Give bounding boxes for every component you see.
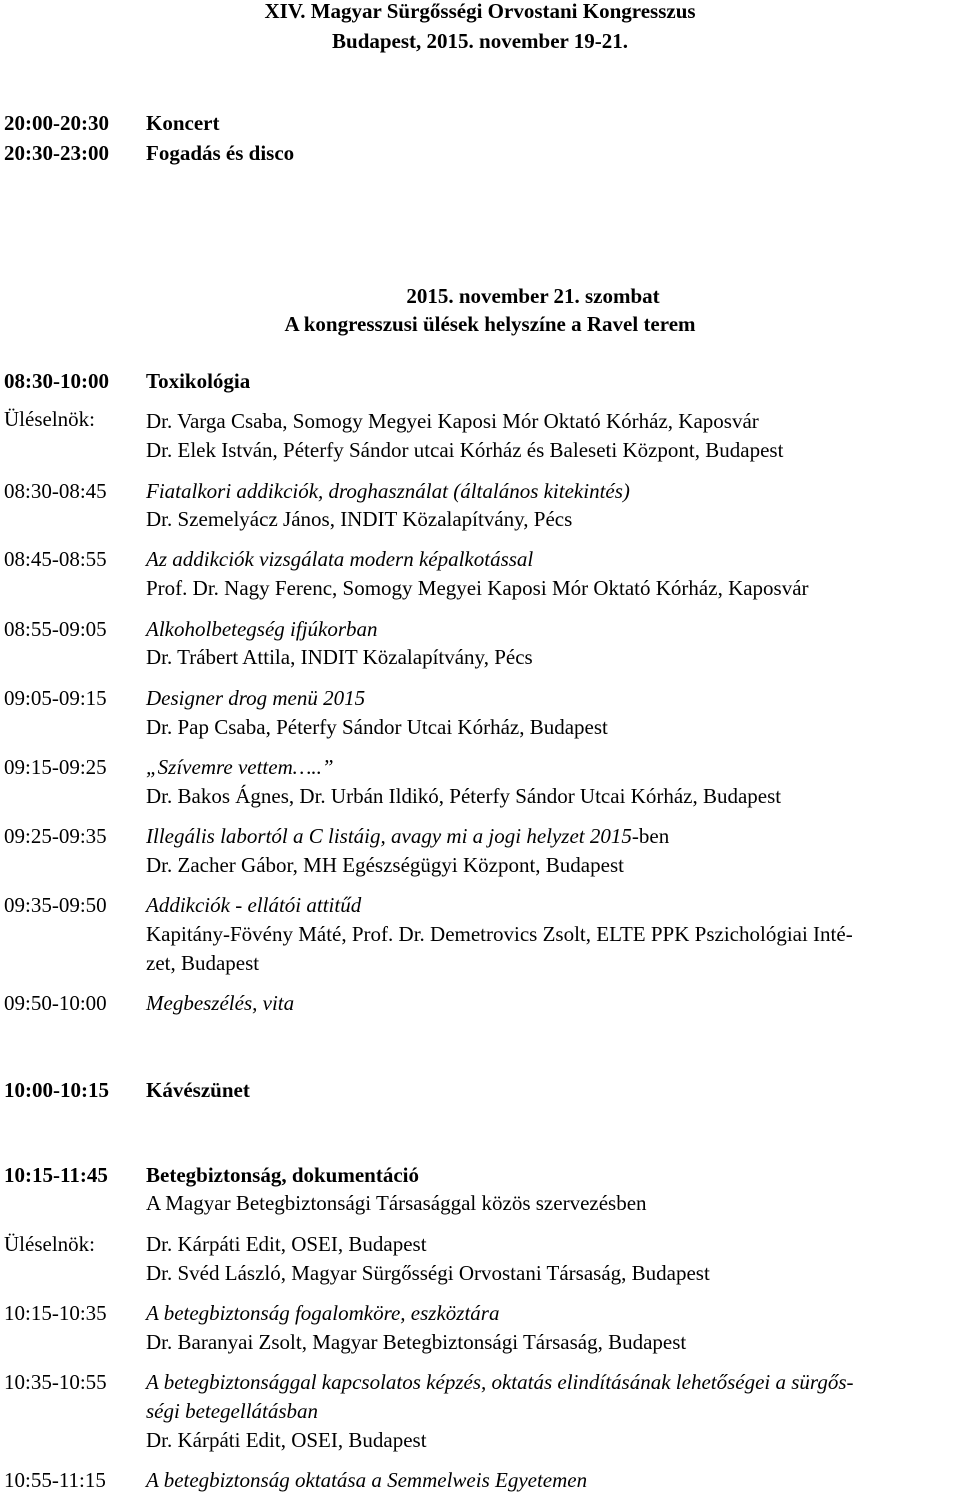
evening-title-2: Fogadás és disco xyxy=(146,141,295,165)
evening-time-2: 20:30-23:00 xyxy=(4,141,109,165)
session1-chair-2: Dr. Elek István, Péterfy Sándor utcai Kórház és Baleseti Központ, Budapest xyxy=(146,438,784,462)
talk-title: Fiatalkori addikciók, droghasználat (általános kitekintés) xyxy=(146,479,630,503)
break-title: Kávészünet xyxy=(146,1078,250,1102)
talk-time: 10:55-11:15 xyxy=(4,1468,106,1492)
talk-time: 09:05-09:15 xyxy=(4,686,107,710)
talk-time: 10:15-10:35 xyxy=(4,1301,107,1325)
talk-time: 09:25-09:35 xyxy=(4,824,107,848)
talk-time: 08:55-09:05 xyxy=(4,617,107,641)
talk-title: A betegbiztonsággal kapcsolatos képzés, oktatás elindításának lehetőségei a sürgős- xyxy=(146,1370,854,1394)
talk-title: Az addikciók vizsgálata modern képalkotással xyxy=(146,547,534,571)
evening-time-1: 20:00-20:30 xyxy=(4,111,109,135)
talk-speaker: Dr. Pap Csaba, Péterfy Sándor Utcai Kórház, Budapest xyxy=(146,715,608,739)
talk-time: 09:50-10:00 xyxy=(4,991,107,1015)
talk-speaker: Dr. Kárpáti Edit, OSEI, Budapest xyxy=(146,1428,427,1452)
talk-time: 08:30-08:45 xyxy=(4,479,107,503)
session2-subtitle: A Magyar Betegbiztonsági Társasággal közös szervezésben xyxy=(146,1191,647,1215)
talk-speaker: Kapitány-Fövény Máté, Prof. Dr. Demetrovics Zsolt, ELTE PPK Pszichológiai Inté- xyxy=(146,922,853,946)
talk-time: 09:35-09:50 xyxy=(4,893,107,917)
talk-speaker: Prof. Dr. Nagy Ferenc, Somogy Megyei Kaposi Mór Oktató Kórház, Kaposvár xyxy=(146,576,809,600)
session1-chair-1: Dr. Varga Csaba, Somogy Megyei Kaposi Mór Oktató Kórház, Kaposvár xyxy=(146,409,759,433)
talk-speaker: Dr. Szemelyácz János, INDIT Közalapítvány, Pécs xyxy=(146,507,573,531)
day-date: 2015. november 21. szombat xyxy=(406,284,660,308)
talk-title-cont: ségi betegellátásban xyxy=(146,1399,319,1423)
talk-time: 09:15-09:25 xyxy=(4,755,107,779)
session2-time: 10:15-11:45 xyxy=(4,1163,108,1187)
evening-title-1: Koncert xyxy=(146,111,220,135)
session2-title: Betegbiztonság, dokumentáció xyxy=(146,1163,419,1187)
break-time: 10:00-10:15 xyxy=(4,1078,109,1102)
talk-title-italic: Illegális labortól a C listáig, avagy mi a jogi helyzet 2015 xyxy=(146,824,632,848)
session2-chairs-label: Üléselnök: xyxy=(4,1232,95,1256)
session1-title: Toxikológia xyxy=(146,369,251,393)
congress-dates: Budapest, 2015. november 19-21. xyxy=(332,29,628,53)
talk-speaker: Dr. Trábert Attila, INDIT Közalapítvány, Pécs xyxy=(146,645,533,669)
session1-chairs-label: Üléselnök: xyxy=(4,407,95,431)
talk-title: Megbeszélés, vita xyxy=(146,991,295,1015)
session2-chair-2: Dr. Svéd László, Magyar Sürgősségi Orvostani Társaság, Budapest xyxy=(146,1261,710,1285)
session2-chair-1: Dr. Kárpáti Edit, OSEI, Budapest xyxy=(146,1232,427,1256)
talk-title: „Szívemre vettem…..” xyxy=(146,755,334,779)
talk-time: 08:45-08:55 xyxy=(4,547,107,571)
talk-title: A betegbiztonság oktatása a Semmelweis Egyetemen xyxy=(146,1468,588,1492)
talk-title-tail: -ben xyxy=(631,824,670,848)
talk-title: Designer drog menü 2015 xyxy=(146,686,366,710)
talk-speaker: Dr. Zacher Gábor, MH Egészségügyi Központ, Budapest xyxy=(146,853,624,877)
talk-title: Alkoholbetegség ifjúkorban xyxy=(146,617,378,641)
day-venue: A kongresszusi ülések helyszíne a Ravel terem xyxy=(284,312,696,336)
talk-speaker-cont: zet, Budapest xyxy=(146,951,260,975)
talk-title: Addikciók - ellátói attitűd xyxy=(146,893,362,917)
talk-time: 10:35-10:55 xyxy=(4,1370,107,1394)
talk-speaker: Dr. Baranyai Zsolt, Magyar Betegbiztonsági Társaság, Budapest xyxy=(146,1330,687,1354)
talk-speaker: Dr. Bakos Ágnes, Dr. Urbán Ildikó, Péterfy Sándor Utcai Kórház, Budapest xyxy=(146,784,782,808)
talk-title: A betegbiztonság fogalomköre, eszköztára xyxy=(146,1301,500,1325)
congress-title: XIV. Magyar Sürgősségi Orvostani Kongresszus xyxy=(264,0,696,23)
session1-time: 08:30-10:00 xyxy=(4,369,109,393)
talk-title xyxy=(146,823,669,849)
